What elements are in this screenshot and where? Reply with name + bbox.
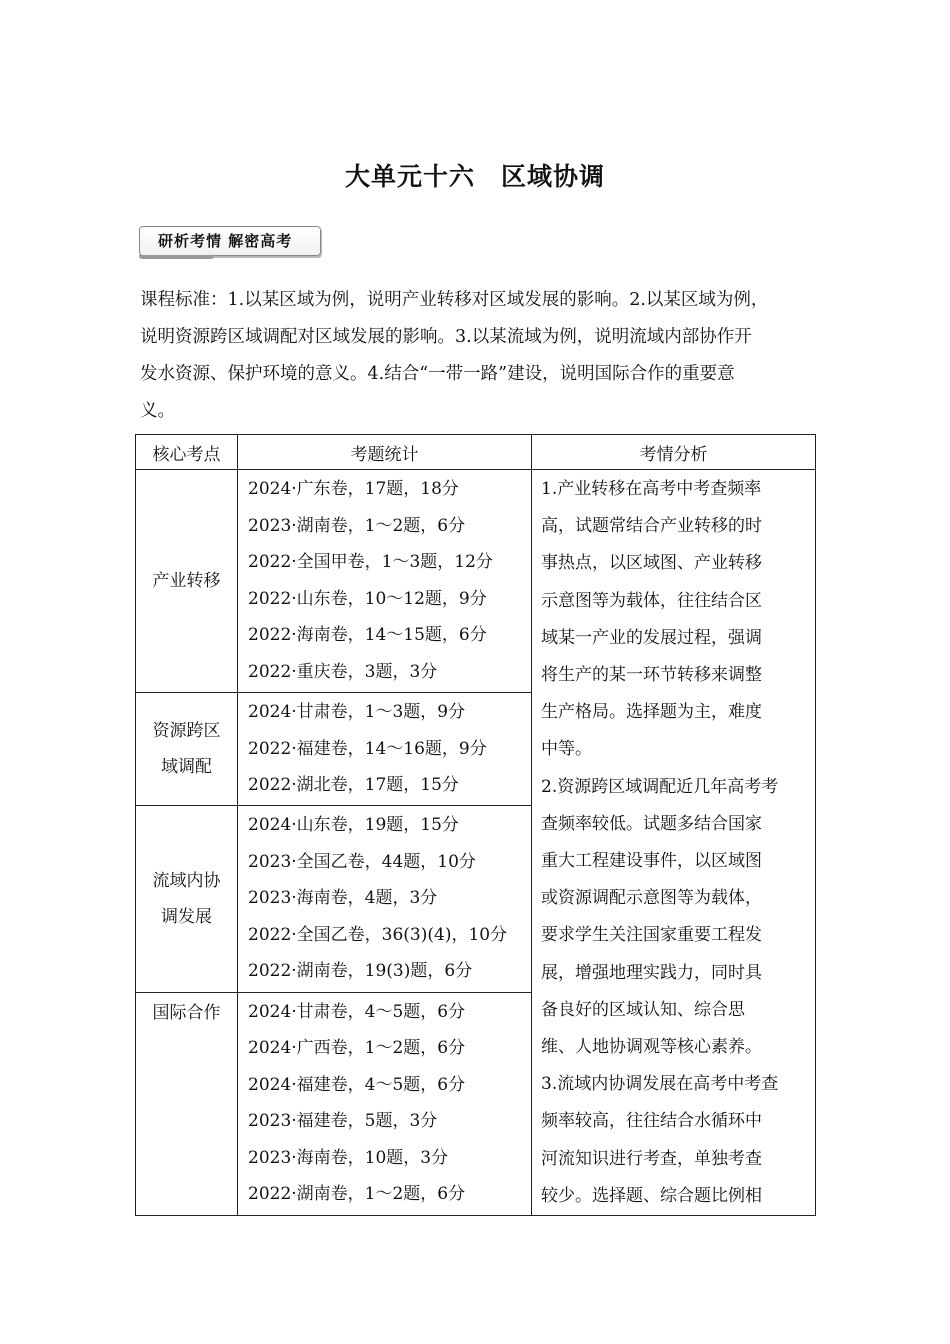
table-header-row bbox=[136, 435, 816, 470]
stat-item: 2023·湖南卷，1～2题，6分 bbox=[248, 515, 466, 536]
analysis-line: 2.资源跨区域调配近几年高考考 bbox=[541, 776, 779, 797]
topic-label: 国际合作 bbox=[152, 1002, 221, 1023]
analysis-line: 域某一产业的发展过程，强调 bbox=[541, 627, 762, 648]
topic-label: 域调配 bbox=[161, 757, 212, 778]
standard-line: 发水资源、保护环境的意义。4.结合“一带一路”建设，说明国际合作的重要意 bbox=[140, 364, 735, 384]
curriculum-standard bbox=[140, 282, 820, 430]
stat-item: 2022·福建卷，14～16题，9分 bbox=[248, 738, 487, 759]
standard-line: 课程标准：1.以某区域为例，说明产业转移对区域发展的影响。2.以某区域为例， bbox=[140, 290, 769, 310]
topic-label: 流域内协 bbox=[152, 870, 221, 891]
section-badge bbox=[139, 226, 321, 256]
analysis-line: 示意图等为载体，往往结合区 bbox=[541, 590, 762, 611]
stat-item: 2022·海南卷，14～15题，6分 bbox=[248, 625, 487, 645]
analysis-line: 1.产业转移在高考中考查频率 bbox=[541, 479, 762, 499]
stats-cell bbox=[238, 992, 532, 1215]
page-title: 大单元十六 区域协调 bbox=[344, 162, 605, 191]
analysis-line: 或资源调配示意图等为载体， bbox=[541, 888, 762, 909]
topic-cell bbox=[136, 693, 238, 806]
analysis-line: 查频率较低。试题多结合国家 bbox=[541, 813, 762, 834]
analysis-line: 河流知识进行考查，单独考查 bbox=[541, 1148, 762, 1169]
stat-item: 2024·山东卷，19题，15分 bbox=[248, 815, 459, 836]
stat-item: 2024·广西卷，1～2题，6分 bbox=[248, 1038, 466, 1059]
analysis-line: 展，增强地理实践力，同时具 bbox=[541, 962, 762, 983]
stat-item: 2024·甘肃卷，4～5题，6分 bbox=[248, 1001, 466, 1022]
header-core-topic: 核心考点 bbox=[136, 435, 238, 470]
stat-item: 2022·山东卷，10～12题，9分 bbox=[248, 588, 487, 609]
stat-item: 2023·福建卷，5题，3分 bbox=[248, 1111, 438, 1132]
topic-label: 资源跨区 bbox=[152, 721, 221, 742]
analysis-line: 生产格局。选择题为主，难度 bbox=[541, 702, 762, 723]
stat-item: 2023·海南卷，10题，3分 bbox=[248, 1147, 449, 1168]
stat-item: 2023·全国乙卷，44题，10分 bbox=[248, 851, 476, 872]
standard-line: 说明资源跨区域调配对区域发展的影响。3.以某流域为例，说明流域内部协作开 bbox=[140, 327, 752, 347]
stat-item: 2024·广东卷，17题，18分 bbox=[248, 479, 459, 499]
badge-label: 研析考情 解密高考 bbox=[158, 232, 293, 250]
analysis-line: 将生产的某一环节转移来调整 bbox=[541, 665, 762, 686]
stat-item: 2022·全国甲卷，1～3题，12分 bbox=[248, 552, 493, 572]
stat-item: 2022·重庆卷，3题，3分 bbox=[248, 661, 438, 682]
stat-item: 2022·湖南卷，1～2题，6分 bbox=[248, 1184, 466, 1205]
analysis-line: 3.流域内协调发展在高考中考查 bbox=[541, 1074, 779, 1095]
stat-item: 2024·甘肃卷，1～3题，9分 bbox=[248, 702, 466, 723]
stat-item: 2022·湖南卷，19(3)题，6分 bbox=[248, 961, 473, 982]
stats-cell bbox=[238, 806, 532, 993]
analysis-line: 备良好的区域认知、综合思 bbox=[541, 999, 745, 1020]
table-row bbox=[136, 470, 816, 693]
stat-item: 2022·全国乙卷，36(3)(4)，10分 bbox=[248, 924, 508, 945]
topic-label: 产业转移 bbox=[152, 571, 221, 592]
analysis-line: 中等。 bbox=[541, 739, 592, 760]
stat-item: 2022·湖北卷，17题，15分 bbox=[248, 775, 459, 796]
exam-analysis-table bbox=[135, 434, 816, 1216]
analysis-line: 高，试题常结合产业转移的时 bbox=[541, 516, 762, 537]
standard-line: 义。 bbox=[140, 401, 175, 421]
topic-cell bbox=[136, 470, 238, 693]
analysis-line: 要求学生关注国家重要工程发 bbox=[541, 925, 762, 946]
analysis-line: 重大工程建设事件，以区域图 bbox=[541, 851, 762, 872]
analysis-line: 维、人地协调观等核心素养。 bbox=[541, 1037, 762, 1058]
analysis-line: 频率较高，往往结合水循环中 bbox=[541, 1111, 762, 1132]
header-exam-stats: 考题统计 bbox=[238, 435, 532, 470]
analysis-line: 事热点，以区域图、产业转移 bbox=[541, 553, 762, 574]
stats-cell bbox=[238, 693, 532, 806]
analysis-line: 较少。选择题、综合题比例相 bbox=[541, 1185, 762, 1206]
topic-cell bbox=[136, 806, 238, 993]
stat-item: 2023·海南卷，4题，3分 bbox=[248, 888, 438, 909]
badge-accent-bar bbox=[139, 255, 214, 259]
topic-cell bbox=[136, 992, 238, 1215]
analysis-cell bbox=[532, 470, 816, 1216]
topic-label: 调发展 bbox=[161, 906, 212, 927]
header-analysis: 考情分析 bbox=[532, 435, 816, 470]
stats-cell bbox=[238, 470, 532, 693]
stat-item: 2024·福建卷，4～5题，6分 bbox=[248, 1074, 466, 1095]
